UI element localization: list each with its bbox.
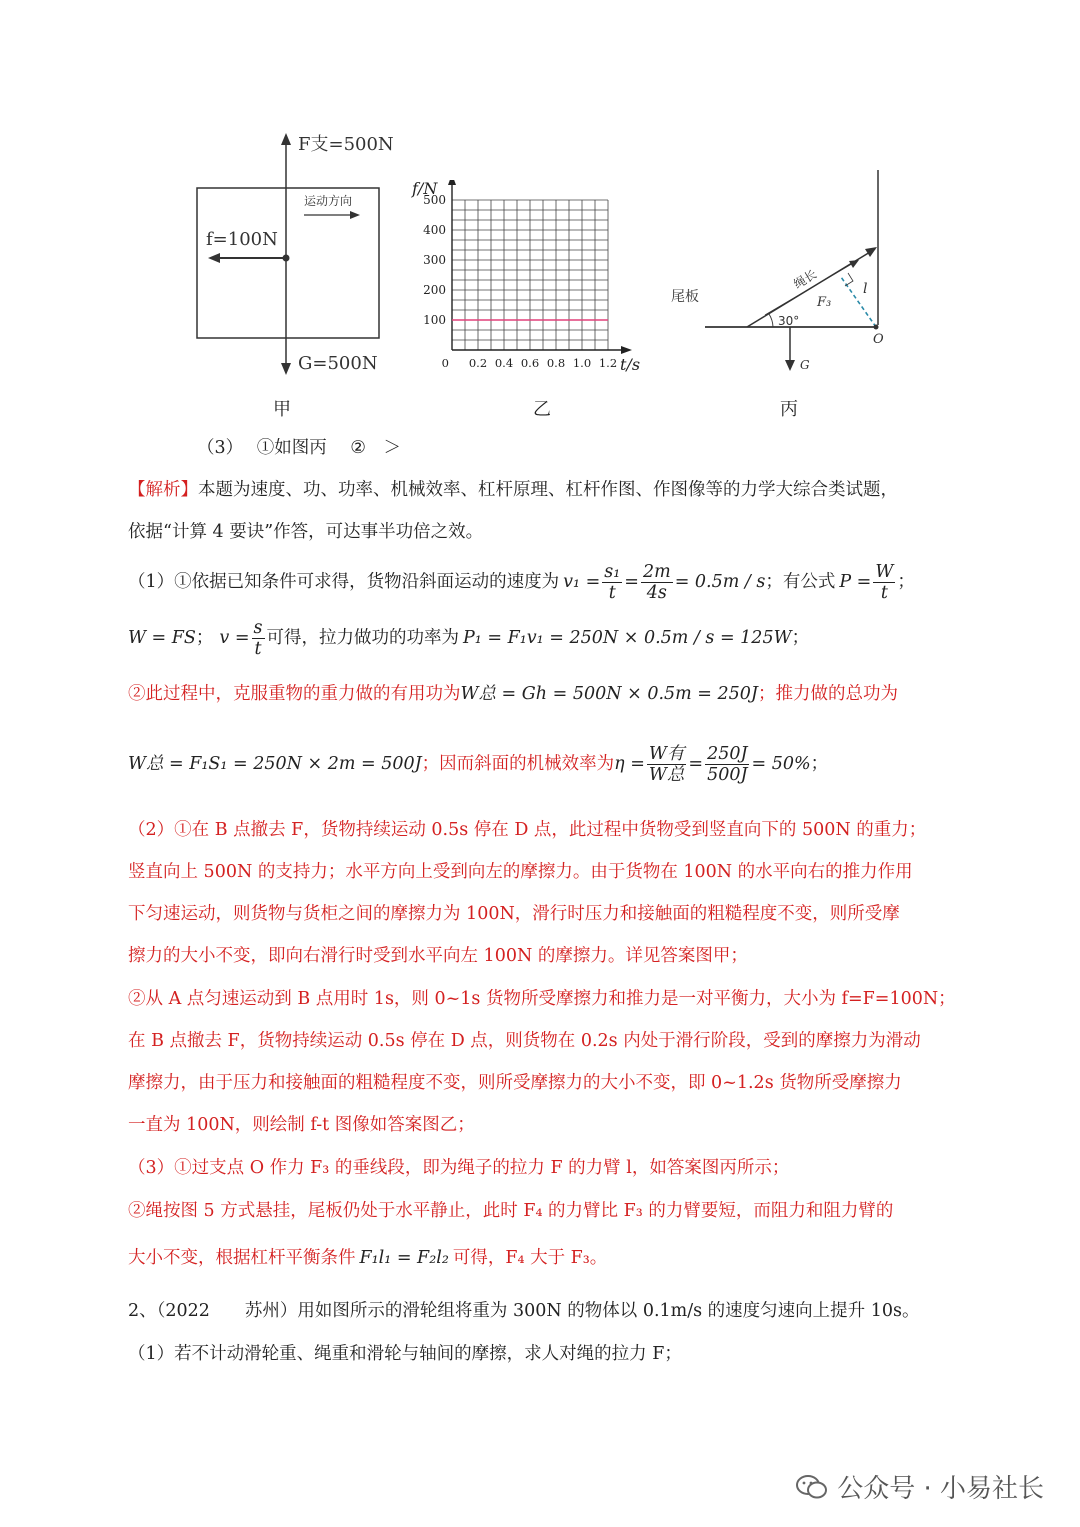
answer-item1: ①如图丙 (256, 438, 327, 458)
figure-yi-caption: 乙 (533, 399, 551, 420)
x-tick-label: 1.0 (572, 356, 592, 370)
figure-yi-chart (405, 180, 650, 380)
gravity-label: G=500N (298, 353, 378, 374)
angle-label: 30° (778, 314, 800, 328)
v1-fraction2: $\frac{2m}{4s}$ (642, 561, 671, 603)
part1-line1: （1）①依据已知条件可求得，货物沿斜面运动的速度为 v₁ = $\frac{\text{s₁}}{t}$ = $\frac{2m}{4s}$ = 0.5m / s ；有公式 P = $\frac{W}{t}$ ； (128, 561, 915, 603)
gravity-label: G (800, 358, 810, 372)
pivot-point (874, 325, 879, 330)
arm-label: l (863, 281, 868, 297)
answer-item2: ② ＞ (350, 438, 401, 458)
cargo-box (197, 188, 379, 338)
friction-label: f=100N (206, 229, 278, 250)
analysis-tag: 【解析】 (128, 480, 198, 500)
support-arrow-head (281, 133, 291, 145)
support-label: F支=500N (298, 134, 394, 155)
pivot-label: O (873, 332, 884, 347)
rope-label: 绳长 (791, 267, 820, 292)
analysis-intro-line2: 依据“计算 4 要诀”作答，可达事半功倍之效。 (128, 522, 484, 542)
part3-line1: （3）①过支点 O 作力 F₃ 的垂线段，即为绳子的拉力 F 的力臂 l，如答案图丙所示； (128, 1158, 790, 1178)
friction-arrow-head (208, 253, 220, 263)
answer-part: （3） (197, 438, 244, 458)
x-tick-label: 0.4 (494, 356, 514, 370)
x-tick-label: 0 (441, 356, 449, 370)
x-tick-label: 0.6 (520, 356, 540, 370)
P-fraction: $\frac{W}{t}$ (875, 561, 894, 603)
wechat-icon (795, 1473, 829, 1501)
part2-line5: ②从 A 点匀速运动到 B 点用时 1s，则 0~1s 货物所受摩擦力和推力是一对平衡力，大小为 f=F=100N； (128, 989, 956, 1009)
part1-line3: ②此过程中，克服重物的重力做的有用功为W总 = Gh = 500N × 0.5m = 250J；推力做的总功为 (128, 684, 898, 704)
y-tick-label: 400 (423, 223, 446, 237)
x-tick-label: 0.8 (546, 356, 566, 370)
rope-arrow-head (865, 247, 877, 257)
x-tick-label: 1.2 (598, 356, 618, 370)
gravity-arrow-head (281, 363, 291, 375)
y-tick-label: 500 (423, 193, 446, 207)
part2-line3: 下匀速运动，则货物与货柜之间的摩擦力为 100N，滑行时压力和接触面的粗糙程度不变，则所受摩 (128, 904, 900, 924)
part1-line4: W总 = F₁S₁ = 250N × 2m = 500J ；因而斜面的机械效率为 η = $\frac{\text{W有}}{\text{W总}}$ = $\frac{250J}{500J}$ = 50% ； (128, 743, 829, 785)
v1-fraction: $\frac{\text{s₁}}{t}$ (604, 561, 621, 603)
watermark (795, 1468, 1044, 1505)
figure-jia-caption: 甲 (273, 399, 291, 420)
figure-jia (190, 125, 410, 385)
y-tick-label: 100 (423, 313, 446, 327)
x-axis-label: t/s (620, 355, 641, 374)
figure-bing-caption: 丙 (780, 399, 798, 420)
watermark-text: 公众号 · 小易社长 (837, 1474, 1044, 1504)
part2-line6: 在 B 点撤去 F，货物持续运动 0.5s 停在 D 点，则货物在 0.2s 内处于滑行阶段，受到的摩擦力为滑动 (128, 1031, 921, 1051)
part2-line2: 竖直向上 500N 的支持力；水平方向上受到向左的摩擦力。由于货物在 100N 的水平向右的推力作用 (128, 862, 913, 882)
lever-arm-line (841, 277, 876, 327)
part2-line7: 摩擦力，由于压力和接触面的粗糙程度不变，则所受摩擦力的大小不变，即 0~1.2s 货物所受摩擦力 (128, 1073, 902, 1093)
part3-line2: ②绳按图 5 方式悬挂，尾板仍处于水平静止，此时 F₄ 的力臂比 F₃ 的力臂要短，而阻力和阻力臂的 (128, 1201, 894, 1221)
tailboard-label: 尾板 (671, 289, 699, 305)
figure-bing (665, 165, 895, 385)
answer-line (197, 436, 401, 460)
angle-arc (769, 314, 773, 327)
y-tick-label: 200 (423, 283, 446, 297)
analysis-intro-line1: 【解析】本题为速度、功、功率、机械效率、杠杆原理、杠杆作图、作图像等的力学大综合类试题， (128, 480, 898, 500)
x-tick-label: 0.2 (468, 356, 488, 370)
eta-fraction2: $\frac{250J}{500J}$ (707, 743, 748, 785)
y-axis-arrow (448, 180, 456, 185)
y-tick-label: 300 (423, 253, 446, 267)
direction-arrow-head (350, 211, 360, 219)
part2-line4: 擦力的大小不变，即向右滑行时受到水平向左 100N 的摩擦力。详见答案图甲； (128, 946, 748, 966)
part3-line3: 大小不变，根据杠杆平衡条件 F₁l₁ = F₂l₂ 可得，F₄ 大于 F₃。 (128, 1248, 608, 1268)
part1-line2: W = FS ； v = $\frac{s}{t}$ 可得，拉力做功的功率为 P₁ = F₁v₁ = 250N × 0.5m / s = 125W ； (128, 617, 810, 659)
gravity-arrow-head (785, 360, 795, 371)
v-fraction: $\frac{s}{t}$ (253, 617, 263, 659)
direction-label: 运动方向 (304, 194, 353, 208)
y-axis-label: f/N (412, 180, 438, 198)
question2-line1: 2、（2022 苏州）用如图所示的滑轮组将重为 300N 的物体以 0.1m/s 的速度匀速向上提升 10s。 (128, 1301, 920, 1321)
force-label: F₃ (817, 295, 832, 310)
part2-line1: （2）①在 B 点撤去 F，货物持续运动 0.5s 停在 D 点，此过程中货物受到竖直向下的 500N 的重力； (128, 820, 927, 840)
question2-line2: （1）若不计动滑轮重、绳重和滑轮与轴间的摩擦，求人对绳的拉力 F； (128, 1344, 682, 1364)
part2-line8: 一直为 100N，则绘制 f-t 图像如答案图乙； (128, 1115, 475, 1135)
eta-fraction: $\frac{\text{W有}}{\text{W总}}$ (648, 743, 685, 785)
x-axis-arrow (621, 346, 632, 354)
